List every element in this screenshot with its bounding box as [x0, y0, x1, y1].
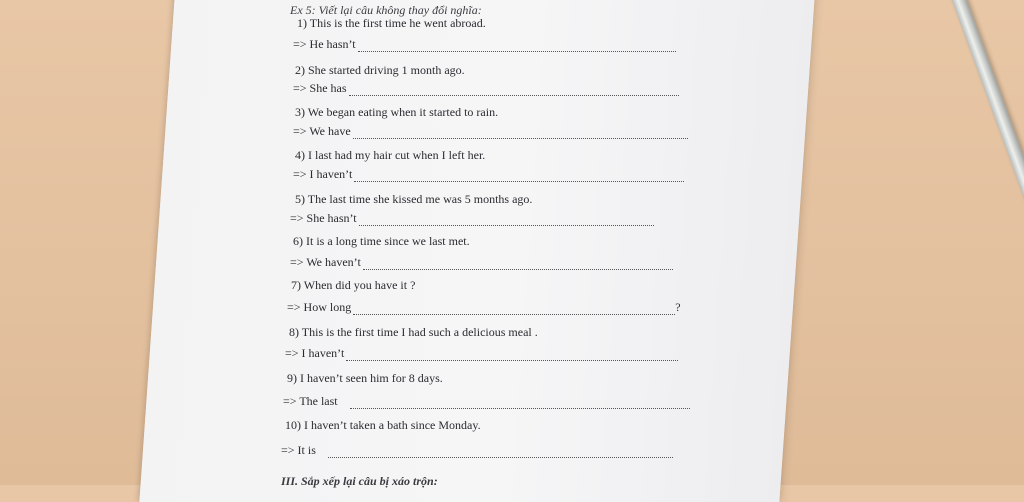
answer-line-7: [287, 300, 681, 315]
answer-blank-9: [350, 399, 690, 409]
question-8: 8) This is the first time I had such a delicious meal .: [289, 325, 538, 339]
question-3: 3) We began eating when it started to rain.: [295, 105, 499, 119]
question-10: 10) I haven’t taken a bath since Monday.: [285, 418, 481, 432]
question-5: 5) The last time she kissed me was 5 months ago.: [295, 192, 533, 206]
answer-prompt-4: => I haven’t: [293, 167, 353, 181]
worksheet-content: [281, 0, 715, 488]
question-1: 1) This is the first time he went abroad.: [297, 16, 486, 30]
question-9: 9) I haven’t seen him for 8 days.: [287, 371, 443, 385]
answer-line-1: [293, 37, 676, 52]
answer-line-5: [290, 211, 654, 226]
answer-line-3: [293, 124, 688, 139]
answer-blank-7: [353, 305, 675, 315]
answer-prompt-9: => The last: [283, 394, 338, 408]
answer-prompt-7: => How long: [287, 300, 352, 314]
answer-end-7: ?: [675, 300, 681, 314]
answer-line-2: [293, 81, 679, 96]
answer-prompt-2: => She has: [293, 81, 347, 95]
answer-blank-10: [328, 448, 673, 458]
answer-prompt-3: => We have: [293, 124, 351, 138]
answer-prompt-1: => He hasn’t: [293, 37, 356, 51]
answer-line-4: [293, 167, 684, 182]
answer-line-9: [283, 394, 690, 409]
next-section-heading: III. Sắp xếp lại câu bị xáo trộn:: [281, 474, 438, 488]
question-7: 7) When did you have it ?: [291, 278, 416, 292]
answer-prompt-6: => We haven’t: [290, 255, 361, 269]
answer-blank-4: [354, 172, 684, 182]
question-6: 6) It is a long time since we last met.: [293, 234, 470, 248]
answer-line-10: [281, 443, 673, 458]
answer-prompt-5: => She hasn’t: [290, 211, 357, 225]
answer-blank-8: [346, 351, 678, 361]
question-4: 4) I last had my hair cut when I left her.: [295, 148, 486, 162]
answer-blank-2: [349, 86, 679, 96]
answer-prompt-10: => It is: [281, 443, 316, 457]
answer-blank-3: [353, 129, 688, 139]
answer-line-6: [290, 255, 673, 270]
answer-blank-6: [363, 260, 673, 270]
answer-blank-1: [358, 42, 676, 52]
question-2: 2) She started driving 1 month ago.: [295, 63, 465, 77]
pen: [945, 0, 1024, 339]
answer-blank-5: [359, 216, 654, 226]
answer-line-8: [285, 346, 678, 361]
exercise-heading: Ex 5: Viết lại câu không thay đổi nghĩa:: [290, 3, 482, 17]
answer-prompt-8: => I haven’t: [285, 346, 345, 360]
